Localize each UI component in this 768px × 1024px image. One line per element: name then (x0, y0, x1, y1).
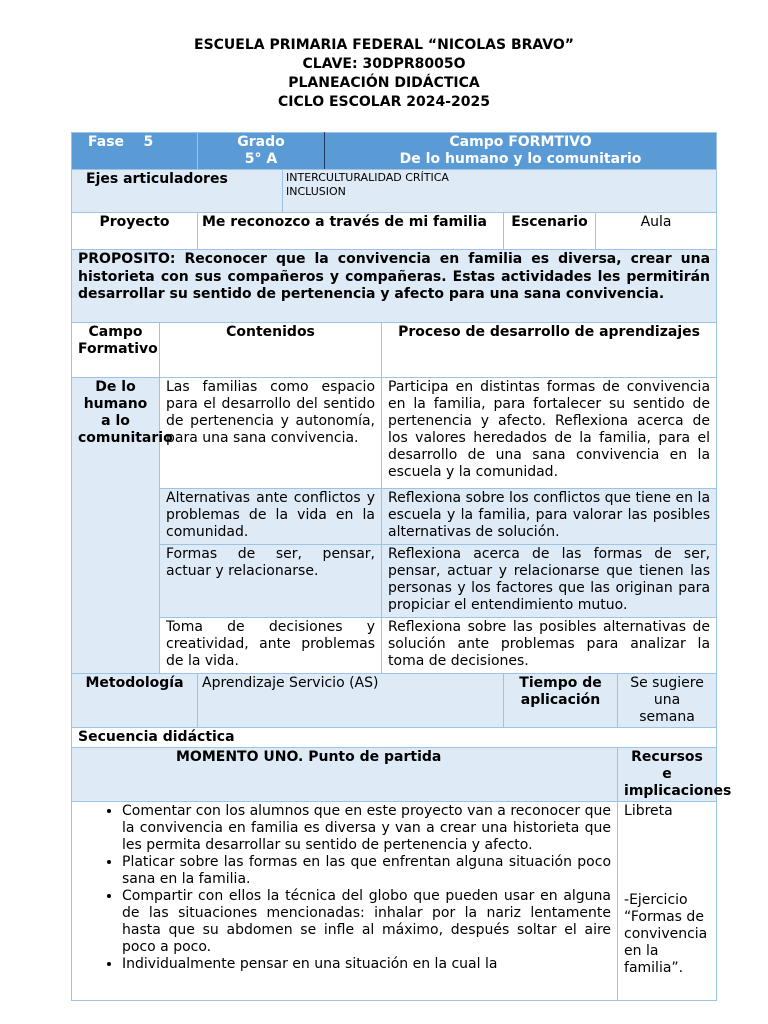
grado-value: 5° A (244, 151, 278, 167)
contenido-2: Alternativas ante conflictos y problemas de la vida en la comunidad. (160, 489, 382, 545)
school-cycle: CICLO ESCOLAR 2024-2025 (278, 94, 490, 110)
activity-item: • Compartir con ellos la técnica del globo que pueden usar en alguna de las situaciones mencionadas: inhalar por la nariz lentamente hasta que su abdomen se infle al máximo, después soltar el aire poco a poco. (122, 888, 611, 956)
content-row-1 (72, 378, 717, 489)
recurso-libreta: Libreta (624, 803, 673, 819)
ejes-row (72, 170, 717, 213)
proyecto-label: Proyecto (72, 213, 198, 250)
proceso-1: Participa en distintas formas de convivencia en la familia, para fortalecer su sentido de pertenencia y afecto. Reflexiona acerca de los valores heredados de la familia, para el desarrollo de una sana convivencia en la escuela y la comunidad. (382, 378, 717, 489)
grado-cell (198, 133, 325, 170)
campo-label: Campo FORMTIVO (449, 134, 592, 150)
proposito-row (72, 250, 717, 323)
proceso-2: Reflexiona sobre los conflictos que tiene en la escuela y la familia, para valorar las posibles alternativas de solución. (382, 489, 717, 545)
columns-header-row (72, 323, 717, 378)
ejes-values (283, 170, 717, 213)
momento-header-row (72, 748, 717, 802)
content-row-3 (72, 545, 717, 618)
col-campo-header: Campo Formativo (72, 323, 160, 378)
activity-list (78, 803, 611, 973)
secuencia-label: Secuencia didáctica (72, 728, 717, 748)
ejes-label: Ejes articuladores (72, 170, 283, 213)
recurso-ejercicio: -Ejercicio “Formas de convivencia en la familia”. (624, 892, 708, 976)
fase-cell (72, 133, 198, 170)
fase-label: Fase (88, 134, 125, 150)
contenido-3: Formas de ser, pensar, actuar y relacionarse. (160, 545, 382, 618)
momento-activities (72, 802, 618, 1001)
fase-value: 5 (143, 134, 154, 150)
escenario-label: Escenario (504, 213, 596, 250)
planeacion-table (71, 132, 732, 1001)
momento-title: MOMENTO UNO. Punto de partida (72, 748, 618, 802)
tiempo-value: Se sugiere una semana (618, 674, 717, 728)
activity-item: • Platicar sobre las formas en las que enfrentan alguna situación poco sana en la familia. (122, 854, 611, 888)
campo-formativo-value: De lo humano a lo comunitario (72, 378, 160, 674)
school-name: ESCUELA PRIMARIA FEDERAL “NICOLAS BRAVO” (194, 37, 574, 53)
activity-item: • Individualmente pensar en una situación en la cual la (122, 956, 611, 973)
school-clave: CLAVE: 30DPR8005O (302, 56, 466, 72)
campo-value: De lo humano y lo comunitario (399, 151, 642, 167)
escenario-value: Aula (596, 213, 717, 250)
document-type: PLANEACIÓN DIDÁCTICA (288, 75, 480, 91)
eje-item-1: INTERCULTURALIDAD CRÍTICA (286, 171, 449, 184)
contenido-1: Las familias como espacio para el desarrollo del sentido de pertenencia y autonomía, para una sana convivencia. (160, 378, 382, 489)
recurso-spacer (624, 820, 710, 892)
metodologia-row (72, 674, 717, 728)
header-row (72, 133, 717, 170)
campo-cell (325, 133, 717, 170)
activity-item: • Comentar con los alumnos que en este proyecto van a reconocer que la convivencia en familia es diversa y van a crear una historieta que les permita desarrollar su sentido de pertenencia y afecto. (122, 803, 611, 854)
eje-item-2: INCLUSION (286, 185, 346, 198)
col-contenidos-header: Contenidos (160, 323, 382, 378)
content-row-2 (72, 489, 717, 545)
content-row-4 (72, 618, 717, 674)
proyecto-value: Me reconozco a través de mi familia (198, 213, 504, 250)
momento-content-row (72, 802, 717, 1001)
metodologia-value: Aprendizaje Servicio (AS) (198, 674, 504, 728)
proposito-text: PROPOSITO: Reconocer que la convivencia en familia es diversa, crear una historieta con sus compañeros y compañeras. Estas actividades les permitirán desarrollar su sentido de pertenencia y afecto para una sana convivencia. (72, 250, 717, 323)
momento-recursos (618, 802, 717, 1001)
proceso-4: Reflexiona sobre las posibles alternativas de solución ante problemas para analizar la toma de decisiones. (382, 618, 717, 674)
school-header (0, 36, 768, 112)
tiempo-label: Tiempo de aplicación (504, 674, 618, 728)
contenido-4: Toma de decisiones y creatividad, ante problemas de la vida. (160, 618, 382, 674)
grado-label: Grado (237, 134, 285, 150)
metodologia-label: Metodología (72, 674, 198, 728)
proceso-3: Reflexiona acerca de las formas de ser, pensar, actuar y relacionarse que tienen las personas y los factores que las originan para propiciar el entendimiento mutuo. (382, 545, 717, 618)
col-proceso-header: Proceso de desarrollo de aprendizajes (382, 323, 717, 378)
secuencia-row (72, 728, 717, 748)
proyecto-row (72, 213, 717, 250)
recursos-label: Recursos e implicaciones (618, 748, 717, 802)
